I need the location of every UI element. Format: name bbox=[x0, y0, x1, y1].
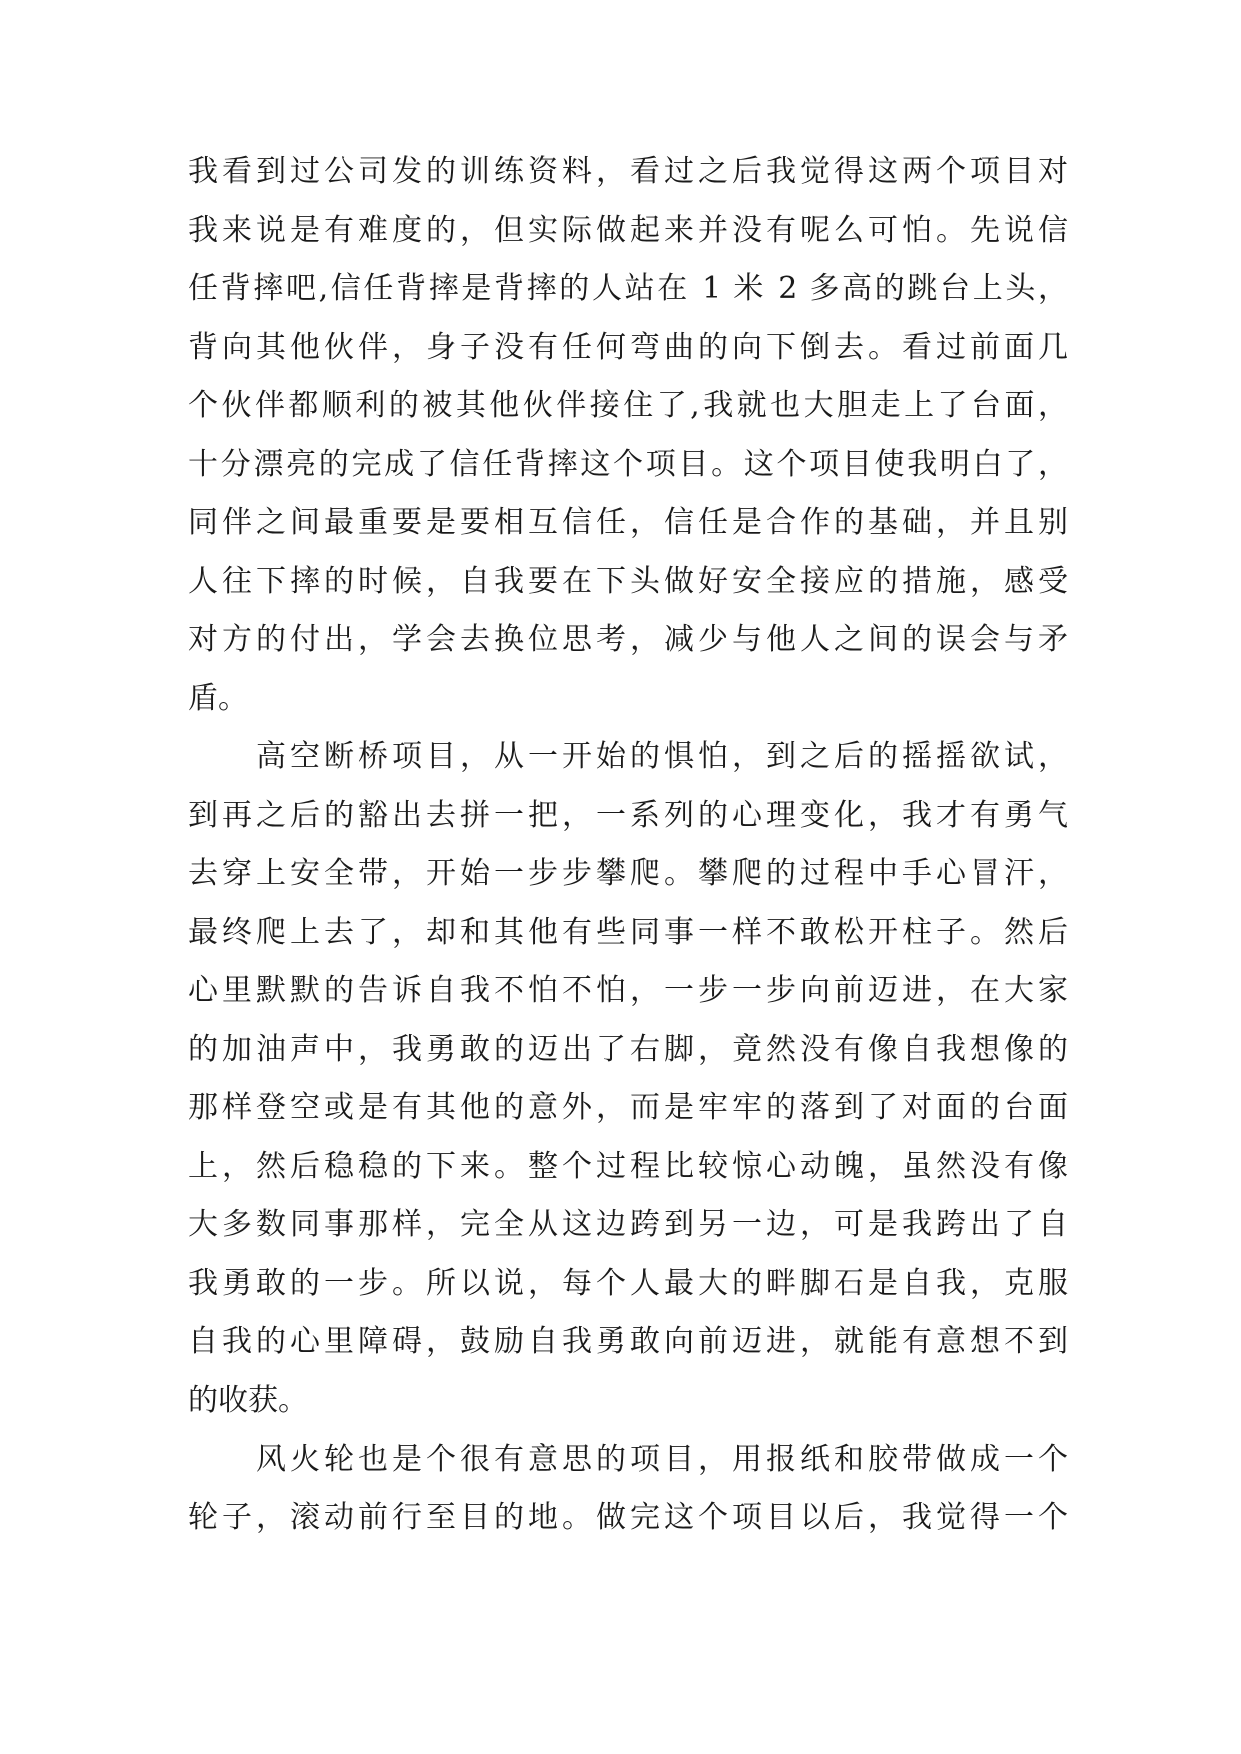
text-line: 对方的付出，学会去换位思考，减少与他人之间的误会与矛 bbox=[188, 622, 1068, 657]
text-line: 的加油声中，我勇敢的迈出了右脚，竟然没有像自我想像的 bbox=[188, 1032, 1068, 1067]
text-line: 我勇敢的一步。所以说，每个人最大的畔脚石是自我，克服 bbox=[188, 1266, 1068, 1301]
text-line: 任背摔吧,信任背摔是背摔的人站在 1 米 2 多高的跳台上头， bbox=[188, 271, 1068, 306]
text-line: 大多数同事那样，完全从这边跨到另一边，可是我跨出了自 bbox=[188, 1207, 1068, 1242]
text-line: 风火轮也是个很有意思的项目，用报纸和胶带做成一个 bbox=[256, 1442, 1068, 1477]
text-line: 个伙伴都顺利的被其他伙伴接住了,我就也大胆走上了台面， bbox=[188, 388, 1068, 423]
text-line: 盾。 bbox=[188, 681, 248, 716]
text-line: 同伴之间最重要是要相互信任，信任是合作的基础，并且别 bbox=[188, 505, 1068, 540]
text-line: 我来说是有难度的，但实际做起来并没有呢么可怕。先说信 bbox=[188, 213, 1068, 248]
text-line: 的收获。 bbox=[188, 1383, 308, 1418]
text-line: 到再之后的豁出去拼一把，一系列的心理变化，我才有勇气 bbox=[188, 798, 1068, 833]
text-line: 自我的心里障碍，鼓励自我勇敢向前迈进，就能有意想不到 bbox=[188, 1324, 1068, 1359]
text-line: 去穿上安全带，开始一步步攀爬。攀爬的过程中手心冒汗， bbox=[188, 856, 1068, 891]
text-line: 上，然后稳稳的下来。整个过程比较惊心动魄，虽然没有像 bbox=[188, 1149, 1068, 1184]
text-line: 心里默默的告诉自我不怕不怕，一步一步向前迈进，在大家 bbox=[188, 973, 1068, 1008]
text-line: 那样登空或是有其他的意外，而是牢牢的落到了对面的台面 bbox=[188, 1090, 1068, 1125]
text-line: 轮子，滚动前行至目的地。做完这个项目以后，我觉得一个 bbox=[188, 1500, 1068, 1535]
text-line: 背向其他伙伴，身子没有任何弯曲的向下倒去。看过前面几 bbox=[188, 330, 1068, 365]
text-line: 人往下摔的时候，自我要在下头做好安全接应的措施，感受 bbox=[188, 564, 1068, 599]
text-line: 十分漂亮的完成了信任背摔这个项目。这个项目使我明白了， bbox=[188, 447, 1068, 482]
text-line: 高空断桥项目，从一开始的惧怕，到之后的摇摇欲试， bbox=[256, 739, 1068, 774]
text-line: 最终爬上去了，却和其他有些同事一样不敢松开柱子。然后 bbox=[188, 915, 1068, 950]
text-line: 我看到过公司发的训练资料，看过之后我觉得这两个项目对 bbox=[188, 154, 1068, 189]
